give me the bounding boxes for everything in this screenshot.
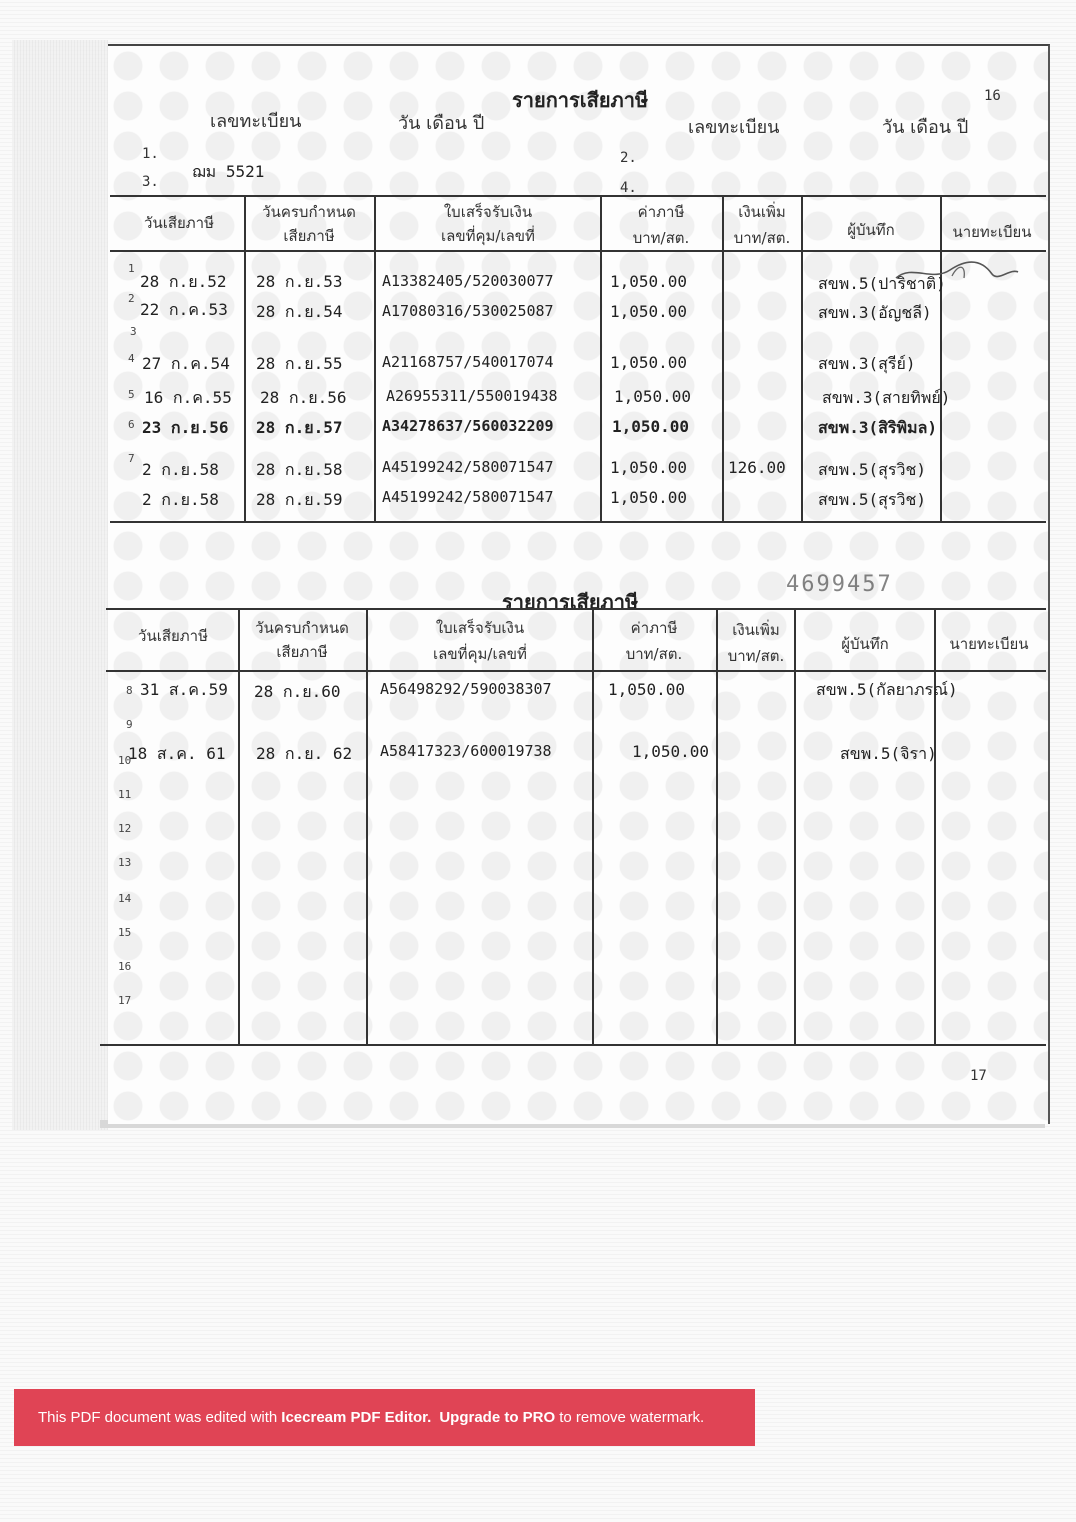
row-number: 13 <box>118 856 132 869</box>
receipt-number: A58417323/600019738 <box>380 742 552 760</box>
slot-1: 1. <box>142 146 159 162</box>
due-date: 28 ก.ย.59 <box>256 490 343 509</box>
tax-amount: 1,050.00 <box>612 417 690 436</box>
pay-date: 2 ก.ย.58 <box>142 460 219 479</box>
row-number: 5 <box>128 388 135 401</box>
tax-amount: 1,050.00 <box>614 387 692 406</box>
row-number: 16 <box>118 960 132 973</box>
table1-col-divider <box>374 197 376 521</box>
t2-header-extra-line2: บาท/สต. <box>727 647 785 665</box>
table2-header-border <box>106 670 1046 672</box>
table1-col-divider <box>940 197 942 521</box>
pay-date: 31 ส.ค.59 <box>140 680 228 699</box>
watermark-prefix: This PDF document was edited with <box>38 1408 278 1426</box>
due-date: 28 ก.ย.56 <box>260 388 347 407</box>
recorder: สขพ.5(สุรวิช) <box>818 460 926 479</box>
pay-date: 2 ก.ย.58 <box>142 490 219 509</box>
tax-amount: 1,050.00 <box>610 302 688 321</box>
table2-title: รายการเสียภาษี <box>502 590 639 614</box>
table1-col-divider <box>600 197 602 521</box>
date-label-1: วัน เดือน ปี <box>398 113 485 134</box>
tax-amount: 1,050.00 <box>610 458 688 477</box>
receipt-number: A45199242/580071547 <box>382 488 554 506</box>
table1-header-border <box>110 250 1046 252</box>
date-label-2: วัน เดือน ปี <box>882 117 969 138</box>
pay-date: 28 ก.ย.52 <box>140 272 227 291</box>
page-number-17: 17 <box>970 1068 987 1084</box>
recorder: สขพ.5(จิรา) <box>840 744 937 763</box>
receipt-number: A34278637/560032209 <box>382 417 554 435</box>
recorder: สขพ.5(สุรวิช) <box>818 490 926 509</box>
slot-4: 4. <box>620 180 637 196</box>
t2-header-pay-date: วันเสียภาษี <box>138 627 208 645</box>
recorder: สขพ.3(สายทิพย์) <box>822 388 951 407</box>
table2-col-divider <box>366 610 368 1044</box>
t1-header-pay-date: วันเสียภาษี <box>144 214 214 232</box>
page-number-16: 16 <box>984 88 1001 104</box>
scan-edge-left <box>12 40 108 1130</box>
watermark-product: Icecream PDF Editor. <box>281 1408 432 1426</box>
t2-header-recorder: ผู้บันทึก <box>841 635 889 653</box>
t1-header-due-date-line2: เสียภาษี <box>283 227 335 245</box>
t1-header-receipt-line2: เลขที่คุม/เลขที่ <box>441 227 535 245</box>
t2-header-extra-line1: เงินเพิ่ม <box>732 621 780 639</box>
recorder: สขพ.3(สิริพิมล) <box>818 418 938 437</box>
receipt-number: A17080316/530025087 <box>382 302 554 320</box>
registration-label-2: เลขทะเบียน <box>688 117 780 138</box>
receipt-number: A45199242/580071547 <box>382 458 554 476</box>
recorder: สขพ.5(กัลยาภรณ์) <box>816 680 958 699</box>
table1-col-divider <box>801 197 803 521</box>
row-number: 7 <box>128 452 135 465</box>
slot-3: 3. <box>142 174 159 190</box>
watermark-upgrade-link[interactable]: Upgrade to PRO <box>439 1408 556 1426</box>
row-number: 17 <box>118 994 132 1007</box>
t1-header-receipt-line1: ใบเสร็จรับเงิน <box>443 203 533 221</box>
t1-header-extra-line2: บาท/สต. <box>733 229 791 247</box>
slot-2: 2. <box>620 150 637 166</box>
pay-date: 16 ก.ค.55 <box>144 388 232 407</box>
row-number: 8 <box>126 684 133 697</box>
pay-date: 22 ก.ค.53 <box>140 300 228 319</box>
registrar-signature <box>892 258 1022 288</box>
tax-amount: 1,050.00 <box>610 488 688 507</box>
row-number: 15 <box>118 926 132 939</box>
t1-header-extra-line1: เงินเพิ่ม <box>738 203 786 221</box>
due-date: 28 ก.ย.58 <box>256 460 343 479</box>
license-plate: ฌม 5521 <box>192 162 265 181</box>
t2-header-tax-line2: บาท/สต. <box>625 645 683 663</box>
tax-amount: 1,050.00 <box>608 680 686 699</box>
table2-bottom-border <box>100 1044 1046 1046</box>
t1-header-recorder: ผู้บันทึก <box>847 221 895 239</box>
row-number: 3 <box>130 325 137 338</box>
t1-header-tax-line1: ค่าภาษี <box>637 203 685 221</box>
receipt-number: A21168757/540017074 <box>382 353 554 371</box>
row-number: 12 <box>118 822 132 835</box>
receipt-number: A26955311/550019438 <box>386 387 558 405</box>
table1-title: รายการเสียภาษี <box>512 88 649 112</box>
due-date: 28 ก.ย.55 <box>256 354 343 373</box>
tax-amount: 1,050.00 <box>610 353 688 372</box>
table1-top-border <box>110 195 1046 197</box>
t2-header-receipt-line2: เลขที่คุม/เลขที่ <box>433 645 527 663</box>
tax-amount: 1,050.00 <box>632 742 710 761</box>
table2-top-border <box>106 608 1046 610</box>
t2-header-due-date-line2: เสียภาษี <box>276 643 328 661</box>
t1-header-due-date-line1: วันครบกำหนด <box>262 203 356 221</box>
row-number: 14 <box>118 892 132 905</box>
t1-header-tax-line2: บาท/สต. <box>632 229 690 247</box>
extra-amount: 126.00 <box>728 458 786 477</box>
due-date: 28 ก.ย.54 <box>256 302 343 321</box>
due-date: 28 ก.ย.57 <box>256 418 343 437</box>
receipt-number: A56498292/590038307 <box>380 680 552 698</box>
table2-col-divider <box>934 610 936 1044</box>
recorder: สขพ.3(สุรีย์) <box>818 354 916 373</box>
recorder: สขพ.5(ปาริชาติ) <box>818 274 946 293</box>
row-number: 1 <box>128 262 135 275</box>
document-serial: 4699457 <box>786 572 893 597</box>
due-date: 28 ก.ย.60 <box>254 682 341 701</box>
table2-col-divider <box>716 610 718 1044</box>
t2-header-receipt-line1: ใบเสร็จรับเงิน <box>435 619 525 637</box>
recorder: สขพ.3(อัญชลี) <box>818 303 932 322</box>
t2-header-due-date-line1: วันครบกำหนด <box>255 619 349 637</box>
row-number: 9 <box>126 718 133 731</box>
row-number: 10 <box>118 754 132 767</box>
row-number: 6 <box>128 418 135 431</box>
table2-col-divider <box>592 610 594 1044</box>
table1-bottom-border <box>110 521 1046 523</box>
table1-col-divider <box>722 197 724 521</box>
pay-date: 23 ก.ย.56 <box>142 418 229 437</box>
table2-col-divider <box>794 610 796 1044</box>
pay-date: 27 ก.ค.54 <box>142 354 230 373</box>
t2-header-tax-line1: ค่าภาษี <box>630 619 678 637</box>
pay-date: 18 ส.ค. 61 <box>128 744 226 763</box>
due-date: 28 ก.ย. 62 <box>256 744 353 763</box>
tax-amount: 1,050.00 <box>610 272 688 291</box>
row-number: 2 <box>128 292 135 305</box>
row-number: 11 <box>118 788 132 801</box>
table1-col-divider <box>244 197 246 521</box>
t2-header-registrar: นายทะเบียน <box>949 635 1029 653</box>
receipt-number: A13382405/520030077 <box>382 272 554 290</box>
t1-header-registrar: นายทะเบียน <box>952 223 1032 241</box>
table2-col-divider <box>238 610 240 1044</box>
watermark-suffix: to remove watermark. <box>559 1408 705 1426</box>
row-number: 4 <box>128 352 135 365</box>
due-date: 28 ก.ย.53 <box>256 272 343 291</box>
editor-watermark-banner[interactable] <box>14 1389 755 1446</box>
registration-label-1: เลขทะเบียน <box>210 111 302 132</box>
